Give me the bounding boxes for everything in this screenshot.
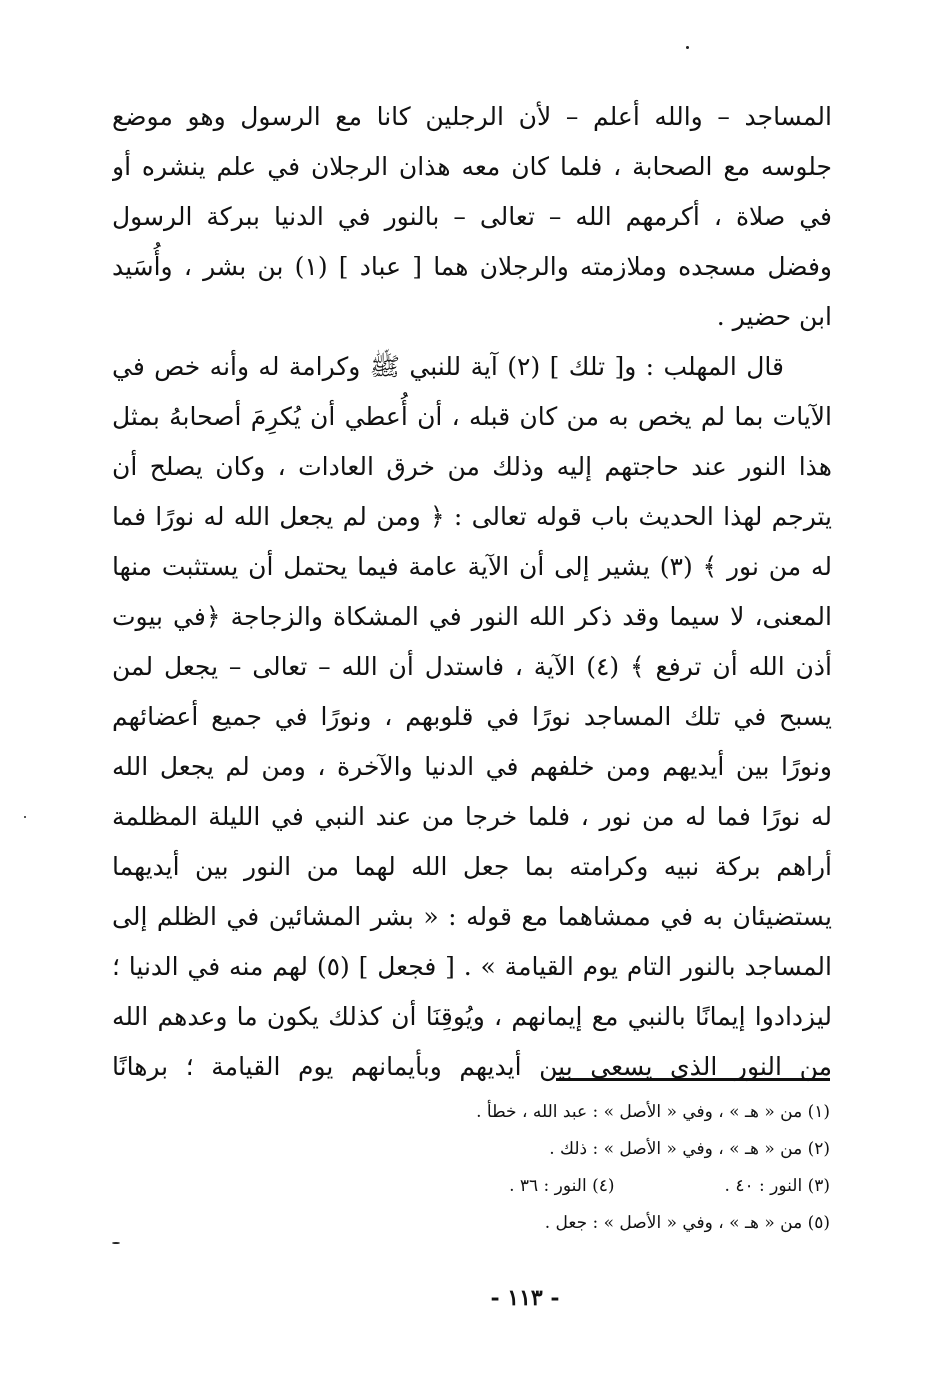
text-line: المساجد – والله أعلم – لأن الرجلين كانا مع الرسول وهو موضع	[112, 102, 832, 131]
text-line: ليزدادوا إيمانًا بالنبي مع إيمانهم ، ويُوقِنَا أن كذلك يكون ما وعدهم الله	[112, 1002, 832, 1031]
footnote-3: (٣) النور : ٤٠ .	[724, 1176, 830, 1196]
text-line: من النور الذي يسعى بين أيديهم وبأيمانهم يوم القيامة ؛ برهانًا	[112, 1052, 832, 1081]
paragraph-2	[112, 342, 832, 1092]
text-line: قال المهلب : و[ تلك ] (٢) آية للنبي ﷺ وكرامة له وأنه خص في	[112, 352, 784, 381]
text-line: ابن حضير .	[716, 302, 832, 331]
text-line: الآيات بما لم يخص به من كان قبله ، أن أُعطي أن يُكرِمَ أصحابهُ بمثل	[112, 402, 832, 431]
footnote-2: (٢) من « هـ » ، وفي « الأصل » : ذلك .	[549, 1139, 830, 1159]
text-line: جلوسه مع الصحابة ، فلما كان معه هذان الرجلان في علم ينشره أو	[112, 152, 832, 181]
text-line: هذا النور عند حاجتهم إليه وذلك من خرق العادات ، وكان يصلح أن	[112, 452, 832, 481]
text-line: المساجد بالنور التام يوم القيامة » . [ فجعل ] (٥) لهم منه في الدنيا ؛	[112, 952, 832, 981]
text-line: له نورًا فما له من نور ، فلما خرجا من عند النبي في الليلة المظلمة	[112, 802, 832, 831]
scan-speck	[686, 46, 689, 49]
footnote-row-3-4	[300, 1168, 830, 1205]
footnote-gap	[615, 1168, 725, 1205]
page-number: - ١١٣ -	[490, 1285, 560, 1311]
text-line: يستضيئان به في ممشاهما مع قوله : « بشر المشائين في الظلم إلى	[112, 902, 832, 931]
footnote-1: (١) من « هـ » ، وفي « الأصل » : عبد الله ، خطأ .	[476, 1102, 830, 1122]
scan-speck	[24, 816, 26, 818]
text-line: وفضل مسجده وملازمته والرجلان هما [ عباد ] (١) بن بشر ، وأُسَيد	[112, 252, 832, 281]
paragraph-1	[112, 92, 832, 342]
text-line: يترجم لهذا الحديث باب قوله تعالى : ﴿ ومن لم يجعل الله له نورًا فما	[112, 502, 832, 531]
text-line: أراهم بركة نبيه وكرامته بما جعل الله لهما من النور بين أيديهما	[112, 852, 832, 881]
text-line: المعنى، لا سيما وقد ذكر الله النور في المشكاة والزجاجة ﴿في بيوت	[112, 602, 832, 631]
text-line: يسبح في تلك المساجد نورًا في قلوبهم ، ونورًا في جميع أعضائهم	[112, 702, 832, 731]
footnote-separator	[556, 1078, 830, 1081]
text-line: ونورًا بين أيديهم ومن خلفهم في الدنيا والآخرة ، ومن لم يجعل الله	[112, 752, 832, 781]
text-line: في صلاة ، أكرمهم الله – تعالى – بالنور في الدنيا ببركة الرسول	[112, 202, 832, 231]
text-line: أذن الله أن ترفع ﴾ (٤) الآية ، فاستدل أن الله – تعالى – يجعل لمن	[112, 652, 832, 681]
footnote-4: (٤) النور : ٣٦ .	[509, 1176, 615, 1196]
footnote-5: (٥) من « هـ » ، وفي « الأصل » : جعل .	[544, 1213, 830, 1233]
text-line: له من نور ﴾ (٣) يشير إلى أن الآية عامة فيما يحتمل أن يستثبت منها	[112, 552, 832, 581]
scan-speck	[112, 1242, 120, 1244]
footnotes	[300, 1094, 830, 1242]
